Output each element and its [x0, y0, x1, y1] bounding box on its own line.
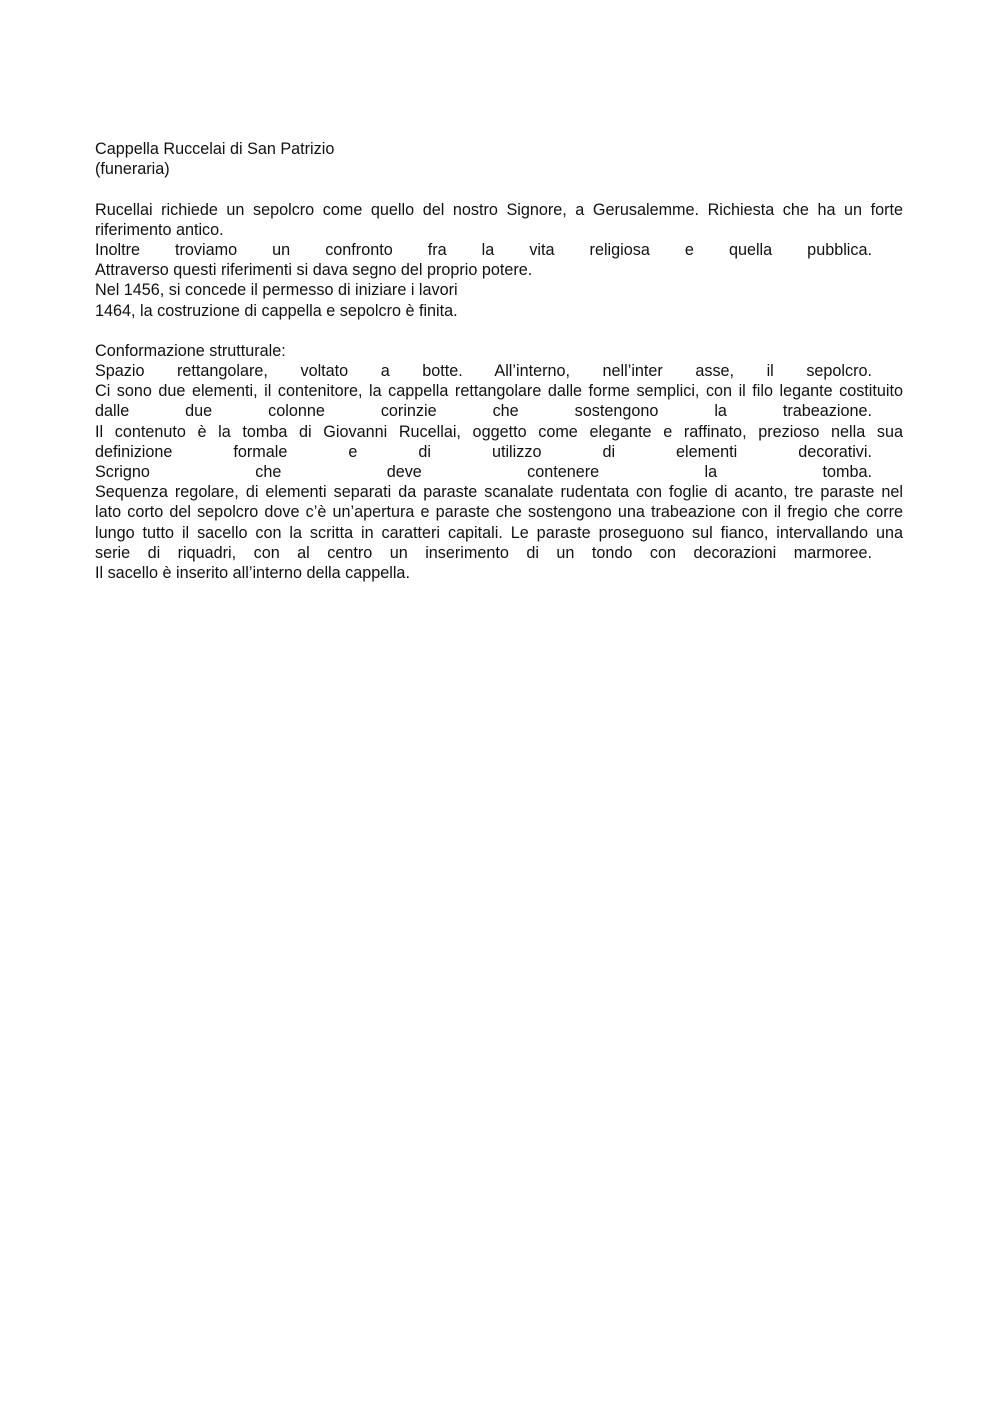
text-line: Il contenuto è la tomba di Giovanni Rucellai, oggetto come elegante e raffinato, prezioso nella sua [95, 422, 903, 441]
blank-line [95, 179, 903, 199]
text-line: Rucellai richiede un sepolcro come quello del nostro Signore, a Gerusalemme. Richiesta che ha un forte [95, 200, 903, 219]
text-line: Nel 1456, si concede il permesso di iniziare i lavori [95, 281, 458, 300]
text-line: Attraverso questi riferimenti si dava segno del proprio potere. [95, 261, 533, 280]
text-line: Ci sono due elementi, il contenitore, la cappella rettangolare dalle forme semplici, con il filo legante costituito [95, 382, 903, 401]
text-line: lato corto del sepolcro dove c’è un’apertura e paraste che sostengono una trabeazione con il fregio che corre [95, 503, 903, 522]
text-line: dalle due colonne corinzie che sostengono la trabeazione. [95, 402, 872, 421]
section-heading: Conformazione strutturale: [95, 341, 286, 360]
text-line: Spazio rettangolare, voltato a botte. All’interno, nell’inter asse, il sepolcro. [95, 362, 872, 381]
text-line: riferimento antico. [95, 220, 224, 239]
text-line: definizione formale e di utilizzo di elementi decorativi. [95, 442, 872, 461]
document-title: Cappella Ruccelai di San Patrizio [95, 140, 335, 158]
text-line: 1464, la costruzione di cappella e sepolcro è finita. [95, 301, 458, 320]
paragraph-structure [95, 361, 903, 583]
text-line: Inoltre troviamo un confronto fra la vita religiosa e quella pubblica. [95, 240, 872, 259]
text-line: Sequenza regolare, di elementi separati da paraste scanalate rudentata con foglie di acanto, tre paraste nel [95, 483, 903, 502]
paragraph-introduction [95, 200, 903, 321]
document-body [95, 139, 903, 583]
text-line: serie di riquadri, con al centro un inserimento di un tondo con decorazioni marmoree. [95, 543, 872, 562]
document-subtitle: (funeraria) [95, 160, 170, 179]
blank-line [95, 321, 903, 341]
text-line: Il sacello è inserito all’interno della cappella. [95, 563, 410, 582]
text-line: Scrigno che deve contenere la tomba. [95, 463, 872, 481]
text-line: lungo tutto il sacello con la scritta in caratteri capitali. Le paraste proseguono sul fianco, intervallando una [95, 523, 903, 542]
